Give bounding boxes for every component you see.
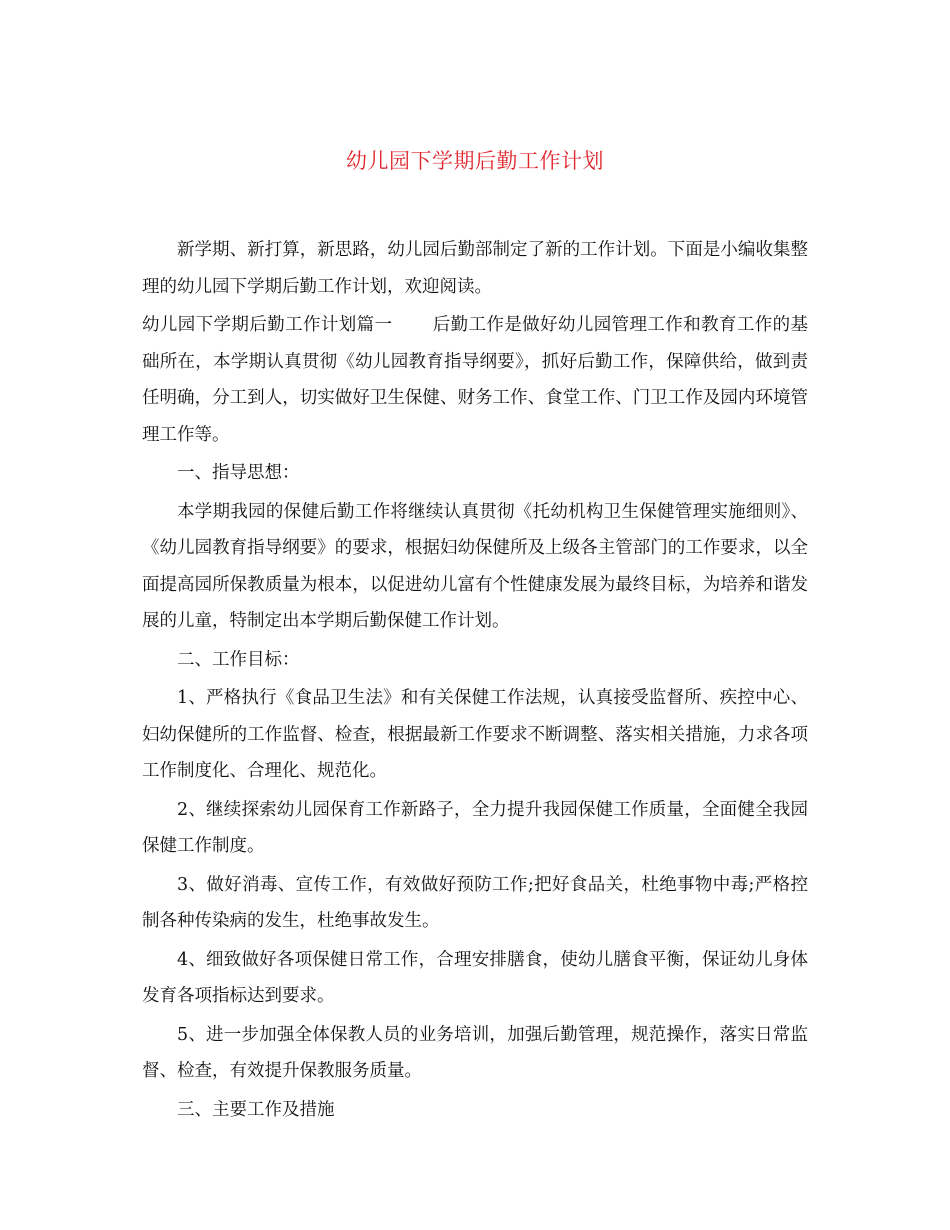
section-heading: 幼儿园下学期后勤工作计划篇一 <box>142 315 393 335</box>
heading-guiding: 一、指导思想： <box>177 463 300 483</box>
goal-item-5: 5、进一步加强全体保教人员的业务培训，加强后勤管理，规范操作，落实日常监督、检查，有效提升保教服务质量。 <box>142 1024 808 1081</box>
heading-measures: 三、主要工作及措施 <box>177 1099 335 1120</box>
goal-item-1: 1、严格执行《食品卫生法》和有关保健工作法规，认真接受监督所、疾控中心、妇幼保健所的工作监督、检查，根据最新工作要求不断调整、落实相关措施，力求各项工作制度化、合理化、规范化。 <box>142 688 808 781</box>
guiding-paragraph: 本学期我园的保健后勤工作将继续认真贯彻《托幼机构卫生保健管理实施细则》、《幼儿园教育指导纲要》的要求，根据妇幼保健所及上级各主管部门的工作要求，以全面提高园所保教质量为根本，以促进幼儿富有个性健康发展为最终目标，为培养和谐发展的儿童，特制定出本学期后勤保健工作计划。 <box>142 501 808 631</box>
goal-item-3: 3、做好消毒、宣传工作，有效做好预防工作;把好食品关，杜绝事物中毒;严格控制各种传染病的发生，杜绝事故发生。 <box>142 874 808 931</box>
document-title: 幼儿园下学期后勤工作计划 <box>346 149 604 173</box>
goal-item-4: 4、细致做好各项保健日常工作，合理安排膳食，使幼儿膳食平衡，保证幼儿身体发育各项指标达到要求。 <box>142 949 808 1006</box>
section-intro: 后勤工作是做好幼儿园管理工作和教育工作的基础所在，本学期认真贯彻《幼儿园教育指导纲要》，抓好后勤工作，保障供给，做到责任明确，分工到人，切实做好卫生保健、财务工作、食堂工作、门卫工作及园内环境管理工作等。 <box>142 315 809 445</box>
heading-goals: 二、工作目标： <box>177 649 300 670</box>
document-body <box>142 232 808 1130</box>
intro-paragraph: 新学期、新打算，新思路，幼儿园后勤部制定了新的工作计划。下面是小编收集整理的幼儿园下学期后勤工作计划，欢迎阅读。 <box>142 240 808 297</box>
section-paragraph <box>142 307 808 453</box>
goal-item-2: 2、继续探索幼儿园保育工作新路子，全力提升我园保健工作质量，全面健全我园保健工作制度。 <box>142 799 808 856</box>
